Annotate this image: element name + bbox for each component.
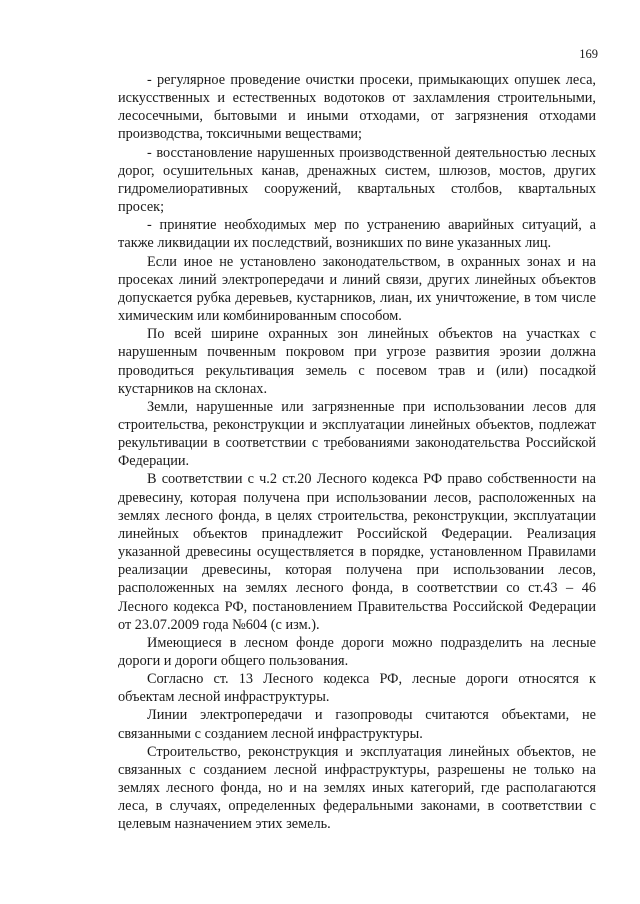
paragraph: По всей ширине охранных зон линейных объектов на участках с нарушенным почвенным покровом при угрозе развития эрозии должна проводиться рекультивация земель с посевом трав и (или) посадкой кустарников на склонах.: [118, 326, 596, 397]
paragraph: Земли, нарушенные или загрязненные при использовании лесов для строительства, реконструкции и эксплуатации линейных объектов, подлежат рекультивации в соответствии с требованиями законодательства Российской Федерации.: [118, 398, 596, 470]
paragraph: - принятие необходимых мер по устранению аварийных ситуаций, а также ликвидации их последствий, возникших по вине указанных лиц.: [118, 217, 596, 252]
paragraph: Строительство, реконструкция и эксплуатация линейных объектов, не связанных с созданием лесной инфраструктуры, разрешены не только на землях лесного фонда, но и на землях иных категорий, где располагаются леса, в случаях, определенных федеральными законами, в соответствии с целевым назначением этих земель.: [118, 743, 596, 833]
paragraph: Согласно ст. 13 Лесного кодекса РФ, лесные дороги относятся к объектам лесной инфраструктуры.: [118, 671, 596, 706]
paragraph: Имеющиеся в лесном фонде дороги можно подразделить на лесные дороги и дороги общего пользования.: [118, 634, 596, 669]
body-text: [118, 71, 596, 834]
paragraph: - регулярное проведение очистки просеки, примыкающих опушек леса, искусственных и естественных водотоков от захламления строительными, лесосечными, бытовыми и иными отходами, от загрязнения отходами производства, токсичными веществами;: [118, 72, 596, 143]
page-number: 169: [579, 47, 598, 61]
paragraph: Линии электропередачи и газопроводы считаются объектами, не связанными с созданием лесной инфраструктуры.: [118, 707, 596, 742]
paragraph: В соответствии с ч.2 ст.20 Лесного кодекса РФ право собственности на древесину, которая получена при использовании лесов, расположенных на землях лесного фонда, в целях строительства, реконструкции, эксплуатации линейных объектов принадлежит Российской Федерации. Реализация указанной древесины осуществляется в порядке, установленном Правилами реализации древесины, которая получена при использовании лесов, расположенных на землях лесного фонда, в соответствии со ст.43 – 46 Лесного кодекса РФ, постановлением Правительства Российской Федерации от 23.07.2009 года №604 (с изм.).: [118, 471, 596, 633]
paragraph: Если иное не установлено законодательством, в охранных зонах и на просеках линий электропередачи и линий связи, других линейных объектов допускается рубка деревьев, кустарников, лиан, их уничтожение, в том числе химическим или комбинированным способом.: [118, 253, 596, 325]
paragraph: - восстановление нарушенных производственной деятельностью лесных дорог, осушительных канав, дренажных систем, шлюзов, мостов, других гидромелиоративных сооружений, квартальных столбов, квартальных просек;: [118, 144, 596, 216]
